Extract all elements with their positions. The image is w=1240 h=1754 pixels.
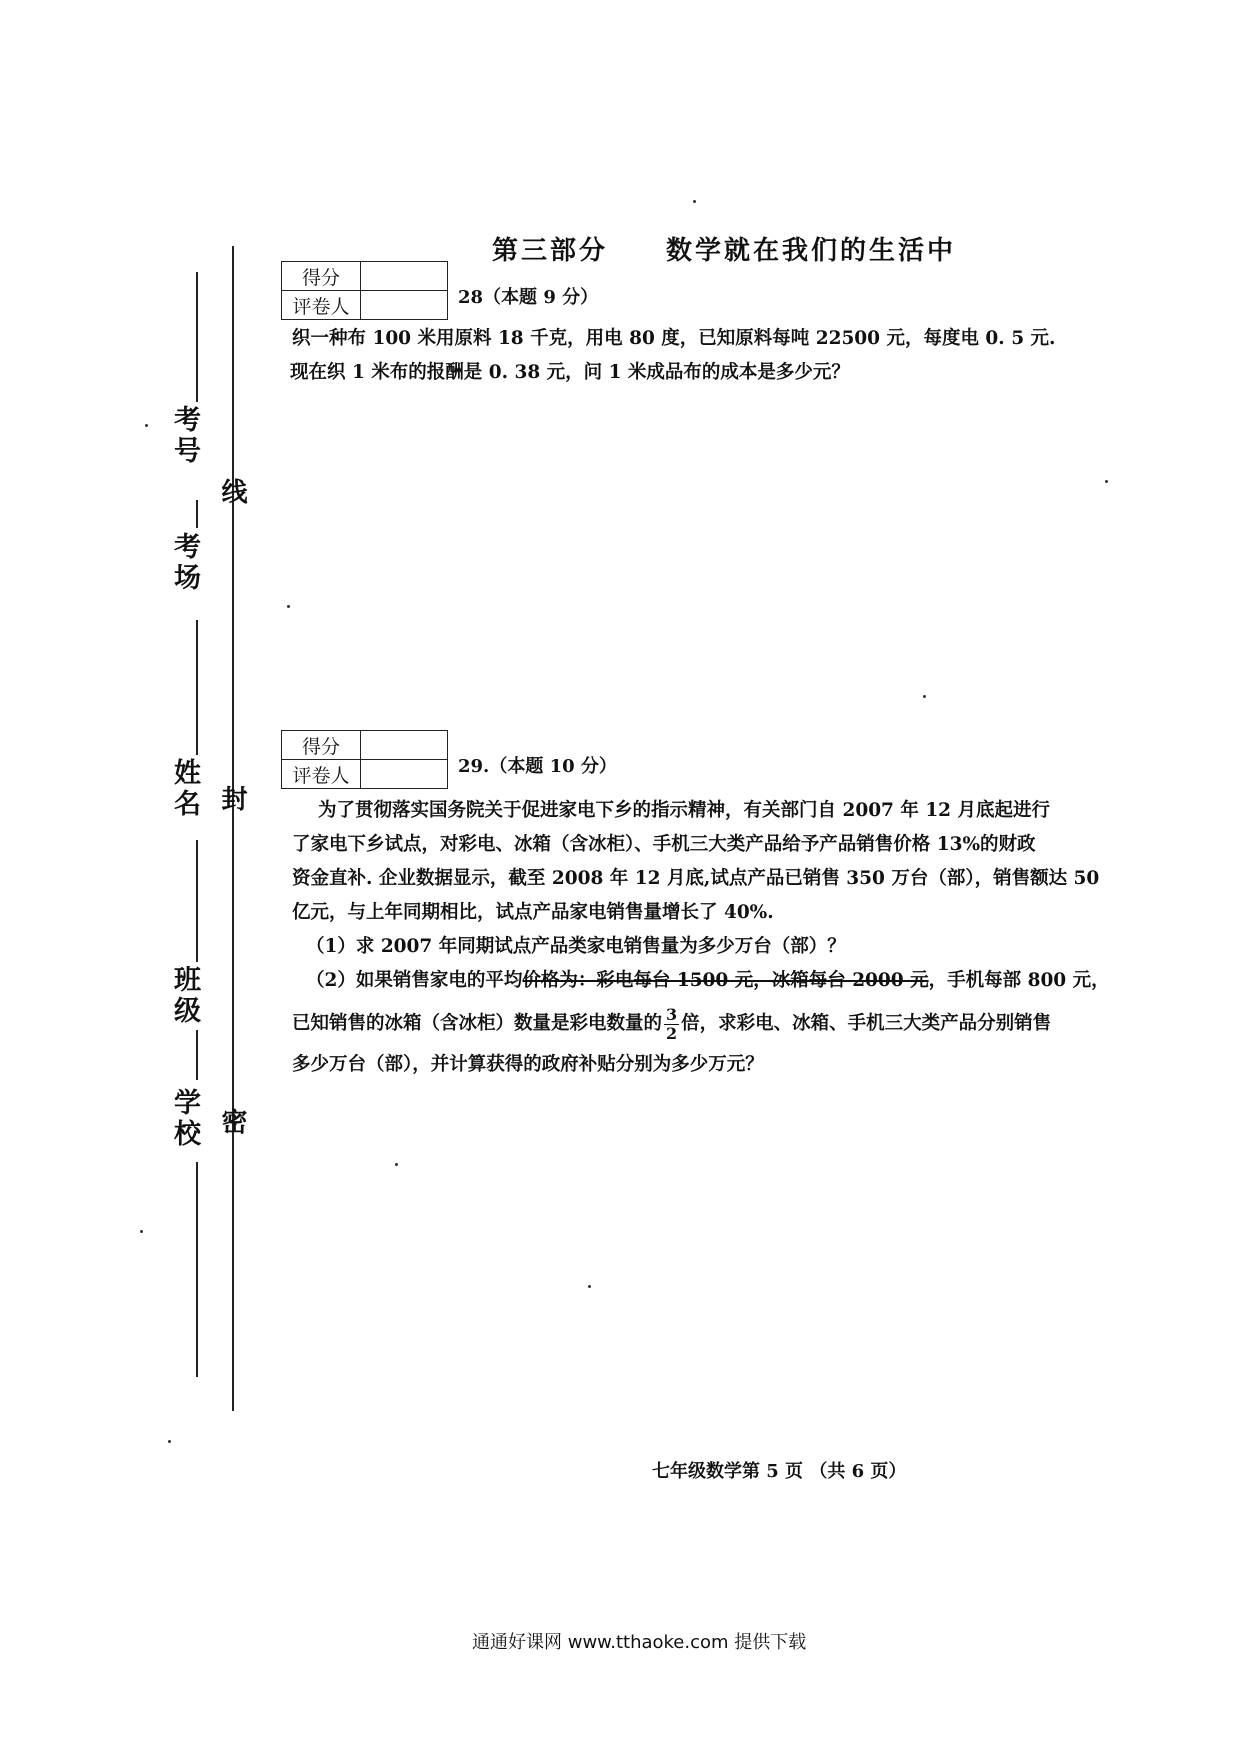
scan-speck — [693, 200, 696, 203]
exam-no-fill-line — [196, 272, 198, 402]
q29-line6 — [292, 1004, 1142, 1044]
q29-line2: 了家电下乡试点，对彩电、冰箱（含冰柜）、手机三大类产品给予产品销售价格 13%的财政 — [292, 834, 1036, 855]
scan-speck — [168, 1440, 171, 1443]
page-footer: 七年级数学第 5 页 （共 6 页） — [652, 1461, 907, 1482]
exam-room-label: 考场 — [169, 532, 200, 594]
class-label: 班级 — [169, 965, 200, 1027]
fraction-numerator: 3 — [666, 1004, 678, 1024]
section-title: 第三部分 数学就在我们的生活中 — [492, 236, 957, 266]
margin-vertical-line — [232, 246, 234, 1411]
seal-line-char: 线 — [217, 478, 247, 504]
score-box-q28 — [281, 261, 448, 320]
download-note: 通通好课网 www.tthaoke.com 提供下载 — [472, 1632, 807, 1653]
scan-speck — [395, 1163, 398, 1166]
score-field[interactable] — [361, 262, 448, 291]
q29-body — [292, 794, 1142, 1082]
grader-field[interactable] — [361, 760, 448, 789]
score-label: 得分 — [282, 262, 361, 291]
q29-header: 29.（本题 10 分） — [458, 756, 617, 777]
name-label: 姓名 — [169, 758, 200, 820]
q28-line1: 织一种布 100 米用原料 18 千克，用电 80 度，已知原料每吨 22500 元，每度电 0. 5 元. — [292, 328, 1056, 349]
q29-line7: 多少万台（部），并计算获得的政府补贴分别为多少万元？ — [292, 1054, 764, 1075]
q29-line3: 资金直补. 企业数据显示，截至 2008 年 12 月底,试点产品已销售 350 万台（部），销售额达 50 — [292, 868, 1100, 889]
exam-room-fill-line — [196, 500, 198, 528]
score-label: 得分 — [282, 731, 361, 760]
scan-speck — [145, 424, 148, 427]
school-fill-line — [196, 1030, 198, 1080]
q28-line2: 现在织 1 米布的报酬是 0. 38 元，问 1 米成品布的成本是多少元？ — [290, 362, 850, 383]
fraction-denominator: 2 — [666, 1023, 678, 1043]
scan-speck — [140, 1230, 143, 1233]
class-fill-line — [196, 840, 198, 962]
grader-label: 评卷人 — [282, 291, 361, 320]
exam-no-label: 考号 — [169, 405, 200, 467]
q29-line6-end: 倍，求彩电、冰箱、手机三大类产品分别销售 — [681, 1013, 1052, 1034]
grader-field[interactable] — [361, 291, 448, 320]
q29-sub2-start: （2）如果销售家电的平均 — [306, 970, 523, 991]
q29-sub1: （1）求 2007 年同期试点产品类家电销售量为多少万台（部）？ — [306, 936, 846, 957]
q28-body — [292, 322, 1122, 390]
q29-line4: 亿元，与上年同期相比，试点产品家电销售量增长了 40%. — [292, 902, 774, 923]
scan-speck — [923, 695, 926, 698]
name-fill-line — [196, 620, 198, 755]
school-label: 学校 — [169, 1088, 200, 1150]
fraction — [664, 1006, 679, 1043]
seal-seal-char: 封 — [217, 785, 247, 811]
q29-sub2 — [306, 964, 1142, 998]
scan-speck — [1105, 480, 1108, 483]
seal-secret-char: 密 — [217, 1108, 247, 1134]
q29-line6-start: 已知销售的冰箱（含冰柜）数量是彩电数量的 — [292, 1013, 663, 1034]
q28-header: 28（本题 9 分） — [458, 287, 599, 308]
q29-sub2-end: ，手机每部 800 元， — [928, 970, 1110, 991]
score-field[interactable] — [361, 731, 448, 760]
q29-line1: 为了贯彻落实国务院关于促进家电下乡的指示精神，有关部门自 2007 年 12 月底起进行 — [318, 800, 1050, 821]
q29-sub2-struck-text: 价格为：彩电每台 1500 元，冰箱每台 2000 元 — [522, 970, 929, 991]
bottom-fill-line — [196, 1162, 198, 1377]
grader-label: 评卷人 — [282, 760, 361, 789]
score-box-q29 — [281, 730, 448, 789]
scan-speck — [588, 1285, 591, 1288]
scan-speck — [287, 605, 290, 608]
